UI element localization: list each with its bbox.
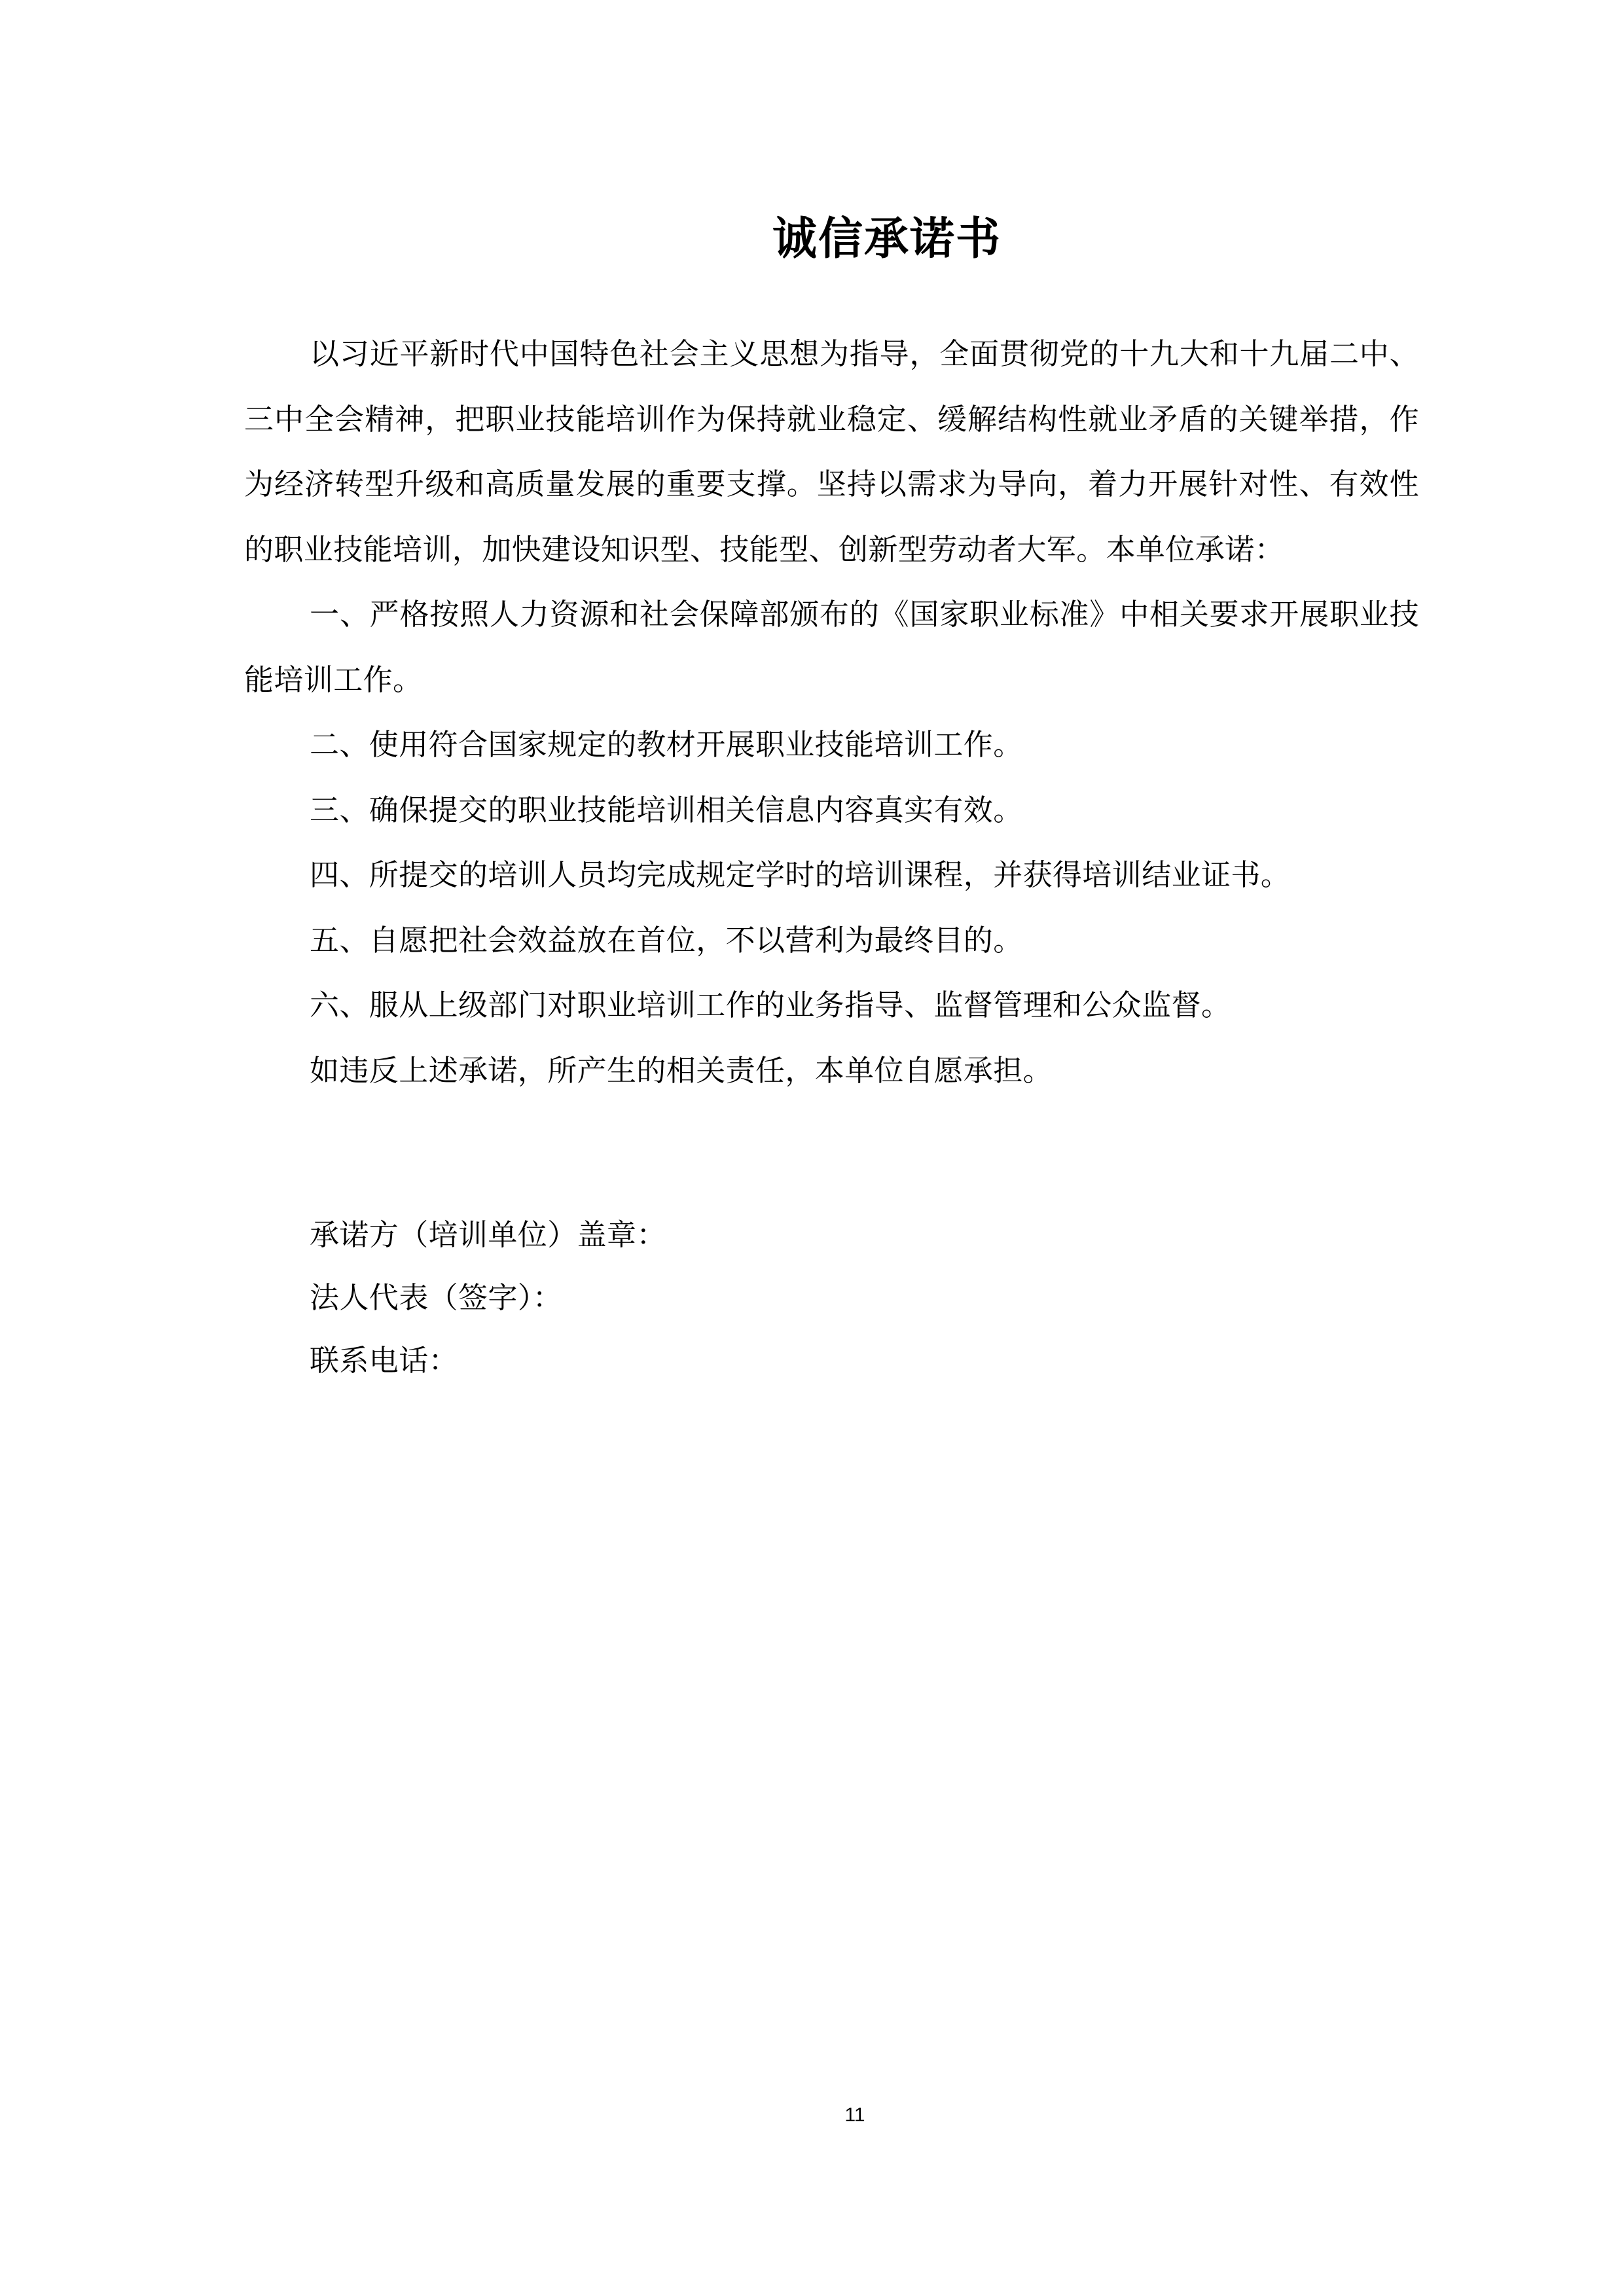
commitment-item-1: 一、严格按照人力资源和社会保障部颁布的《国家职业标准》中相关要求开展职业技能培训工作。	[244, 597, 1419, 697]
phone-field-label: 联系电话：	[310, 1343, 459, 1378]
page-number: 11	[844, 2104, 865, 2126]
liability-statement: 如违反上述承诺，所产生的相关责任，本单位自愿承担。	[310, 1052, 1053, 1088]
commitment-item-2: 二、使用符合国家规定的教材开展职业技能培训工作。	[310, 727, 1023, 762]
commitment-item-6: 六、服从上级部门对职业培训工作的业务指导、监督管理和公众监督。	[310, 988, 1231, 1022]
legal-representative-field-label: 法人代表（签字）：	[310, 1280, 563, 1315]
commitment-item-3: 三、确保提交的职业技能培训相关信息内容真实有效。	[310, 792, 1023, 827]
signature-block	[310, 1204, 1357, 1392]
seal-field-label: 承诺方（培训单位）盖章：	[310, 1217, 666, 1252]
document-title: 诚信承诺书	[772, 213, 1001, 265]
commitment-item-5: 五、自愿把社会效益放在首位，不以营利为最终目的。	[310, 922, 1023, 958]
document-body	[244, 321, 1419, 1103]
preamble-paragraph: 以习近平新时代中国特色社会主义思想为指导，全面贯彻党的十九大和十九届二中、三中全会精神，把职业技能培训作为保持就业稳定、缓解结构性就业矛盾的关键举措，作为经济转型升级和高质量发展的重要支撑。坚持以需求为导向，着力开展针对性、有效性的职业技能培训，加快建设知识型、技能型、创新型劳动者大军。本单位承诺：	[244, 336, 1419, 567]
commitment-item-4: 四、所提交的培训人员均完成规定学时的培训课程，并获得培训结业证书。	[310, 857, 1291, 892]
